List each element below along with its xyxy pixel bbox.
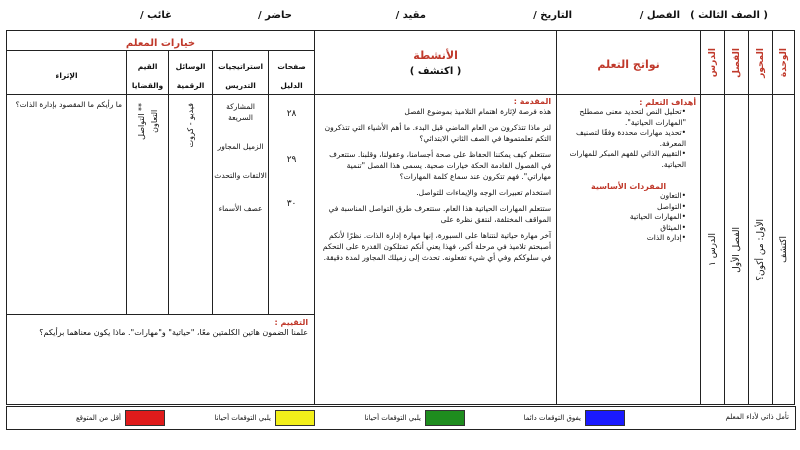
value-item: ** التواصل [136,103,146,140]
intro-heading: المقدمة : [513,97,552,106]
concepts-list [561,191,696,244]
concept-item: •التعاون [659,191,687,200]
page-number: ٢٨ [286,109,297,119]
col-strategies: استراتيجيات التدريس [213,51,269,95]
legend-swatch-blue [585,410,625,426]
col-values: القيم والقضايا [127,51,169,95]
legend-swatch-yellow [275,410,315,426]
recorded-label: مقيد / [395,10,426,21]
self-reflection-footer [6,406,796,430]
concept-item: •التواصل [657,201,687,211]
values-cell [127,95,169,315]
outcomes-cell [557,95,701,405]
resources-cell: فيديو - كروت [169,95,213,315]
col-unit: الوحدة [773,31,795,95]
outcome-item: •التقييم الذاتي للفهم المبكر للمهارات الحياتية. [569,149,687,169]
strategy-item: المشاركة السريعة [226,102,256,122]
enrichment-cell [7,95,127,315]
grade-label: ( الصف الثالث ) [690,10,768,21]
legend-swatch-green [425,410,465,426]
col-outcomes: نواتج التعلم [557,31,701,95]
legend-always-exceeds: يفوق التوقعات دائما [520,410,625,426]
strategies-cell [213,95,269,315]
chapter-cell: الفصل الأول [725,95,749,405]
legend-meets-sometimes-yellow: يلبي التوقعات أحيانا [210,410,315,426]
date-label: التاريخ / [533,10,572,21]
page-number: ٣٠ [286,199,297,209]
outcome-item: •تحديد مهارات محددة وفقًا لتصنيف المعرفة. [575,128,687,148]
lesson-plan-table [6,30,795,405]
legend-below-expected: أقل من المتوقع [72,410,165,426]
col-activities: الأنشطة ( اكتشف ) [315,31,557,95]
concept-item: •إدارة الذات [646,233,687,242]
col-enrichment: الإثراء [7,51,127,95]
activity-paragraph: لنر ماذا تتذكرون من العام الماضي قبل البدء. ما أهم الأشياء التي تتذكرون التكم تعلمتموها في الصف الثاني الابتدائي؟ [324,123,552,143]
concept-item: •المهارات الحياتية [629,212,687,221]
absent-label: غائب / [139,10,172,21]
activities-cell [315,95,557,405]
col-lesson: الدرس [701,31,725,95]
assessment-text: علمنا الضمون هاتين الكلمتين معًا، "حياتية" و"مهارات". ماذا يكون معناهما برأيكم؟ [39,328,309,337]
activity-paragraph: آخر مهارة حياتية لنتناها على السبورة، إنها مهارة إدارة الذات. نظرًا لأنكم أصبحتم تلاميذ في مرحلة أكبر، فهذا يعني أنكم تمتلكون القدرة على التحكم في سلوككم وفي أي شيء تفعلونه. تحدث إلى زميلك المجاور لمدة دقيقة. [322,231,552,262]
strategy-item: الزميل المجاور [217,142,264,151]
enrichment-text: ما رأيكم ما المقصود بإدارة الذات؟ [15,100,123,109]
outcomes-heading: أهداف التعلم : [639,98,697,107]
concepts-heading: المفردات الأساسية [591,182,667,191]
col-topic: المحور [749,31,773,95]
footer-title: تأمل ذاتي لأداء المعلم [725,413,789,421]
assessment-cell [7,315,315,405]
pages-cell [269,95,315,315]
explore-label: ( اكتشف ) [409,65,462,77]
col-resources: الوسائل الرقمية [169,51,213,95]
legend-swatch-red [125,410,165,426]
legend-meets-sometimes-green: يلبي التوقعات أحيانا [360,410,465,426]
assessment-heading: التقييم : [274,318,309,327]
strategy-item: عصف الأسماء [218,204,263,213]
activity-paragraph: ستتعلم المهارات الحياتية هذا العام. ستتعرف طرق التواصل المناسبة في المواقف المختلفة، لنتفق نظرة على [328,204,552,224]
header-bar [0,6,800,28]
present-label: حاضر / [258,10,292,21]
lesson-cell: الدرس ١ [701,95,725,405]
activity-paragraph: استخدام تعبيرات الوجه والإيماءات للتواصل. [416,188,552,197]
col-teacher-choices: خيارات المعلم [7,31,315,51]
outcome-item: •تحليل النص لتحديد معنى مصطلح "المهارات الحياتية". [579,107,687,127]
activity-paragraph: ستتعلم كيف يمكننا الحفاظ على صحة أجسامنا، وعقولنا، وقلبنا. ستتعرف في الفصول القادمة الحكة خيارات صحية. يسمى هذا الفصل "تنمية مهاراتي". فهم تتكرون عند سماع كلمة المهارات؟ [329,150,552,181]
unit-cell: اكتشف [773,95,795,405]
concept-item: •الميثاق [660,222,687,232]
topic-cell: الأول: من أكون؟ [749,95,773,405]
strategy-item: الالتفات والتحدث [214,171,267,180]
col-chapter: الفصل [725,31,749,95]
activity-paragraph: هذه فرصة لإثارة اهتمام التلاميذ بموضوع الفصل [404,107,552,116]
value-item: التعاون [149,109,159,133]
page-number: ٢٩ [286,155,297,165]
col-pages: صفحات الدليل [269,51,315,95]
outcomes-list [561,107,696,170]
semester-label: الفصل / [639,10,680,21]
